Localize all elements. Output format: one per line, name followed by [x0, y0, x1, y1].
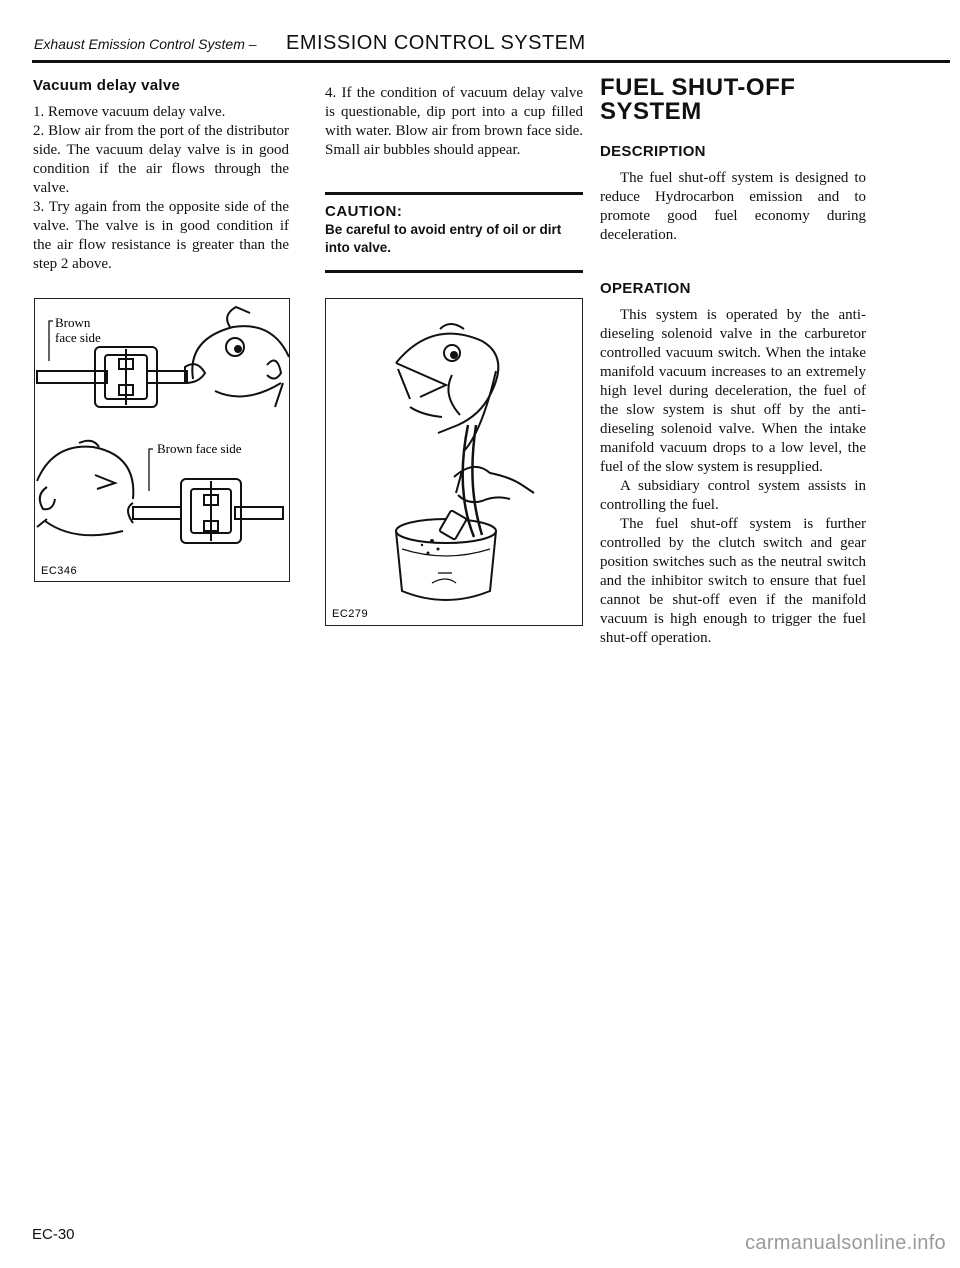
- page-number: EC-30: [32, 1226, 75, 1243]
- site-watermark[interactable]: carmanualsonline.info: [745, 1232, 946, 1254]
- hand-icon: [454, 467, 534, 502]
- figure-label-top-line2: face side: [55, 330, 101, 345]
- figure-label-top-line1: Brown: [55, 315, 91, 330]
- figure-vacuum-delay-valve-test: [34, 298, 290, 582]
- operation-heading: OPERATION: [600, 280, 691, 297]
- step-2: 2. Blow air from the port of the distributor side. The vacuum delay valve is in good condition if the air flows through the valve.: [33, 123, 289, 196]
- vacuum-delay-valve-heading: Vacuum delay valve: [33, 77, 181, 94]
- description-text: The fuel shut-off system is designed to reduce Hydrocarbon emission and to promote good fuel economy during deceleration.: [600, 170, 866, 243]
- description-heading: DESCRIPTION: [600, 143, 706, 160]
- figure-code-ec279: EC279: [332, 608, 369, 620]
- figure-bubble-test: [325, 298, 583, 626]
- caution-rule-bottom: [325, 270, 583, 273]
- cup-icon: [396, 510, 496, 600]
- step-3: 3. Try again from the opposite side of the valve. The valve is in good condition if the air flow resistance is greater than the step 2 above.: [33, 199, 289, 272]
- middle-column: [325, 84, 583, 160]
- caution-rule-top: [325, 192, 583, 195]
- fuel-shutoff-title-line1: FUEL SHUT-OFF: [600, 74, 796, 101]
- operation-paragraph-1: This system is operated by the anti-dieseling solenoid valve in the carburetor controlled vacuum switch. When the intake manifold vacuum increases to an extremely high level during deceleration, the fuel of the slow system is shut off by the anti-dieseling solenoid valve. When the intake manifold vacuum drops to a low level, the fuel of the slow system is resupplied.: [600, 307, 866, 475]
- cup-water-bubble-illustration: [326, 299, 582, 625]
- valve-bottom-icon: [128, 479, 283, 543]
- step-4: 4. If the condition of vacuum delay valve is questionable, dip port into a cup filled with water. Blow air from brown face side. Small air bubbles should appear.: [325, 85, 583, 158]
- fuel-shutoff-title-line2: SYSTEM: [600, 98, 702, 125]
- face-blowing-icon: [396, 324, 498, 451]
- valve-top-icon: [37, 347, 205, 407]
- face-right-icon: [192, 307, 289, 407]
- caution-block: [325, 202, 583, 257]
- caution-text: Be careful to avoid entry of oil or dirt into valve.: [325, 222, 562, 255]
- header-section-title: Exhaust Emission Control System –: [34, 36, 257, 52]
- operation-paragraph-3: The fuel shut-off system is further controlled by the clutch switch and gear position switches such as the neutral switch and the inhibitor switch to ensure that fuel cannot be shut-off even if the manifold vacuum is high enough to trigger the fuel shut-off operation.: [600, 516, 866, 646]
- valve-blow-test-illustration: [35, 299, 289, 581]
- page-header: [32, 30, 950, 63]
- operation-paragraph-2: A subsidiary control system assists in controlling the fuel.: [600, 478, 866, 513]
- step-1: 1. Remove vacuum delay valve.: [33, 104, 226, 120]
- right-column: [600, 76, 866, 648]
- left-column: [33, 76, 289, 274]
- caution-title: CAUTION:: [325, 203, 403, 220]
- header-chapter-title: EMISSION CONTROL SYSTEM: [286, 32, 586, 54]
- figure-label-mid: Brown face side: [157, 441, 242, 456]
- face-left-icon: [37, 441, 133, 535]
- figure-code-ec346: EC346: [41, 565, 78, 577]
